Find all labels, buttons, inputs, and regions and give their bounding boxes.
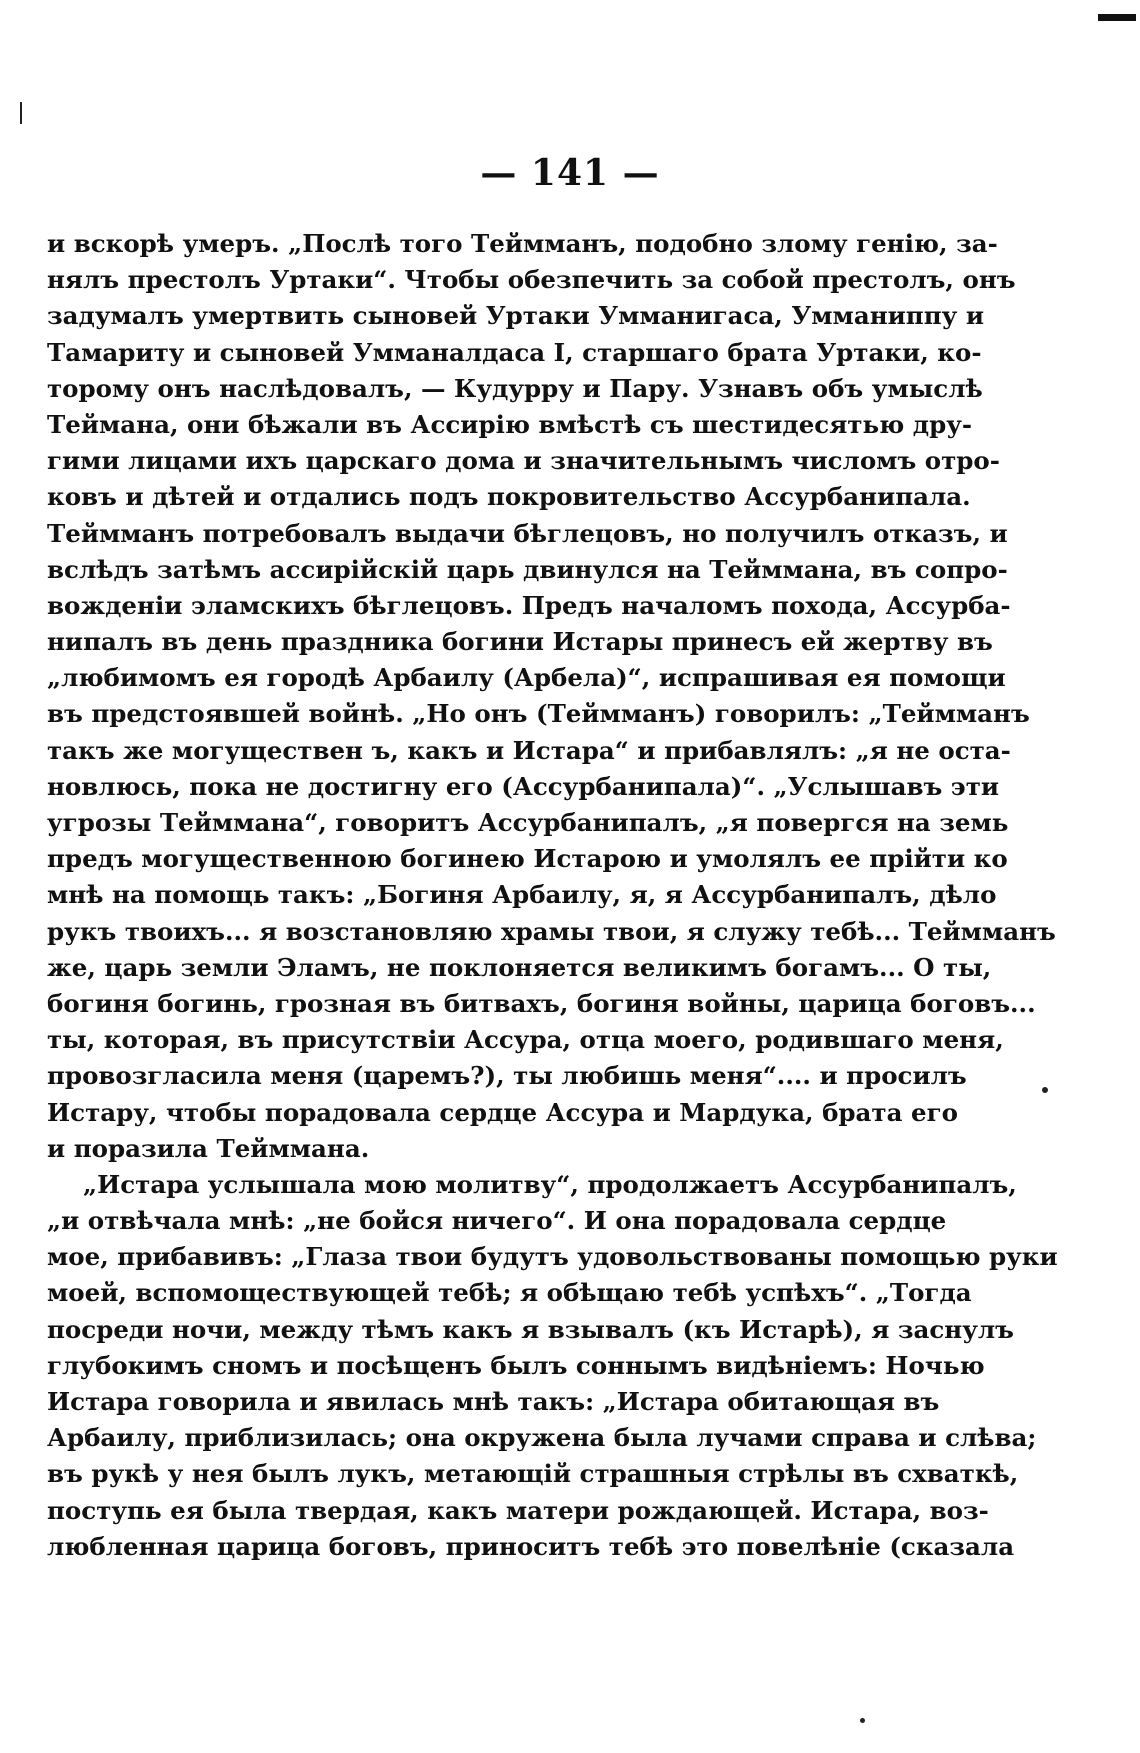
scan-edge-mark: [20, 102, 22, 124]
text-line: Тамариту и сыновей Умманалдаса I, старшаго брата Уртаки, ко-: [47, 337, 982, 367]
text-line: мое, прибавивъ: „Глаза твои будутъ удовольствованы помощью руки: [47, 1242, 1058, 1272]
text-line: Теймманъ потребовалъ выдачи бѣглецовъ, но получилъ отказъ, и: [47, 518, 1008, 548]
text-line: „любимомъ ея городѣ Арбаилу (Арбела)“, испрашивая ея помощи: [47, 663, 1006, 693]
text-line: поступь ея была твердая, какъ матери рождающей. Истара, воз-: [47, 1495, 989, 1525]
text-line: Теймана, они бѣжали въ Ассирію вмѣстѣ съ шестидесятью дру-: [47, 409, 973, 439]
text-line: новлюсь, пока не достигну его (Ассурбанипала)“. „Услышавъ эти: [47, 771, 1000, 801]
text-line: глубокимъ сномъ и посѣщенъ былъ соннымъ видѣніемъ: Ночью: [47, 1350, 985, 1380]
text-line: такъ же могуществен ъ, какъ и Истара“ и прибавлялъ: „я не оста-: [47, 735, 1011, 765]
text-line: угрозы Тейммана“, говоритъ Ассурбанипалъ, „я повергся на земь: [47, 808, 1009, 837]
text-line: богиня богинь, грозная въ битвахъ, богиня войны, царица боговъ...: [47, 988, 1036, 1018]
text-line: предъ могущественною богинею Истарою и умолялъ ее прійти ко: [47, 844, 1008, 874]
text-line: рукъ твоихъ... я возстановляю храмы твои, я служу тебѣ... Теймманъ: [47, 916, 1056, 946]
text-line: нялъ престолъ Уртаки“. Чтобы обезпечить за собой престолъ, онъ: [47, 265, 1016, 295]
text-line: въ рукѣ у нея былъ лукъ, метающій страшныя стрѣлы въ схваткѣ,: [47, 1459, 1019, 1489]
text-line: гими лицами ихъ царскаго дома и значительнымъ числомъ отро-: [47, 446, 1000, 476]
text-line: нипалъ въ день праздника богини Истары принесъ ей жертву въ: [47, 627, 993, 657]
text-line: провозгласила меня (царемъ?), ты любишь меня“.... и просилъ: [47, 1061, 967, 1091]
text-line: ты, которая, въ присутствіи Ассура, отца моего, родившаго меня,: [47, 1025, 1004, 1055]
text-line: же, царь земли Эламъ, не поклоняется великимъ богамъ... О ты,: [47, 952, 992, 982]
text-line: торому онъ наслѣдовалъ, — Кудурру и Пару. Узнавъ объ умыслѣ: [47, 373, 983, 403]
text-line: посреди ночи, между тѣмъ какъ я взывалъ (къ Истарѣ), я заснулъ: [47, 1314, 1014, 1344]
text-line: „и отвѣчала мнѣ: „не бойся ничего“. И она порадовала сердце: [47, 1206, 947, 1236]
text-line: Истара говорила и явилась мнѣ такъ: „Истара обитающая въ: [47, 1387, 940, 1416]
paragraph-2: [47, 1167, 1058, 1565]
paragraph-1: [47, 226, 1056, 1167]
text-line: Истару, чтобы порадовала сердце Ассура и Мардука, брата его: [47, 1097, 958, 1127]
text-line: „Истара услышала мою молитву“, продолжаетъ Ассурбанипалъ,: [83, 1169, 1017, 1199]
text-line: и поразила Тейммана.: [47, 1133, 370, 1163]
scan-corner-mark: [1098, 14, 1136, 21]
text-line: вожденіи эламскихъ бѣглецовъ. Предъ началомъ похода, Ассурба-: [47, 590, 1011, 620]
text-line: вслѣдъ затѣмъ ассирійскій царь двинулся на Тейммана, въ сопро-: [47, 554, 1008, 584]
text-line: и вскорѣ умеръ. „Послѣ того Теймманъ, подобно злому генію, за-: [47, 229, 998, 258]
text-line: моей, вспомоществующей тебѣ; я обѣщаю тебѣ успѣхъ“. „Тогда: [47, 1278, 972, 1308]
page-number: — 141 —: [480, 152, 660, 194]
scan-speck: [860, 1718, 865, 1723]
body-text: [47, 226, 1058, 1565]
text-line: любленная царица боговъ, приноситъ тебѣ это повелѣніе (сказала: [47, 1531, 1015, 1561]
text-line: ковъ и дѣтей и отдались подъ покровительство Ассурбанипала.: [47, 482, 971, 512]
scan-speck: [1042, 1087, 1048, 1093]
text-line: задумалъ умертвить сыновей Уртаки Умманигаса, Умманиппу и: [47, 301, 985, 331]
text-line: Арбаилу, приблизилась; она окружена была лучами справа и слѣва;: [47, 1423, 1037, 1453]
text-line: мнѣ на помощь такъ: „Богиня Арбаилу, я, я Ассурбанипалъ, дѣло: [47, 880, 997, 910]
text-line: въ предстоявшей войнѣ. „Но онъ (Теймманъ) говорилъ: „Теймманъ: [47, 699, 1030, 729]
